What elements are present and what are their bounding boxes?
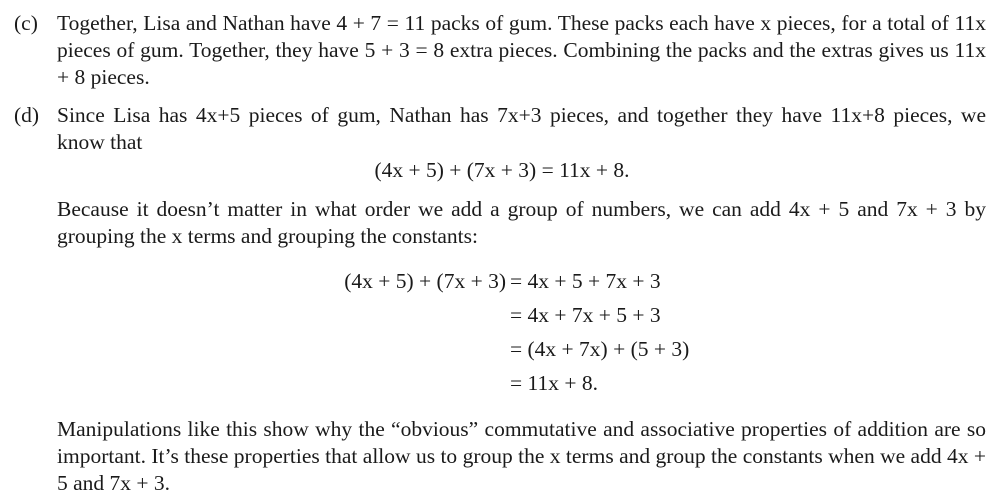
part-d-marker: (d) — [14, 103, 40, 127]
part-c-text: Together, Lisa and Nathan have 4 + 7 = 11 packs of gum. These packs each have x pieces, for a total of 11x pieces of gum. Together, they have 5 + 3 = 8 extra pieces. Combining the packs and the extras gives us 11x + 8 pieces. — [57, 11, 986, 89]
aligned-step: = (4x + 7x) + (5 + 3) — [510, 337, 690, 361]
aligned-step: = 11x + 8. — [510, 371, 598, 395]
closing-paragraph: Manipulations like this show why the “obvious” commutative and associative properties of addition are so important. It’s these properties that allow us to group the x terms and group the constants when we add 4x + 5 and 7x + 3. — [57, 417, 986, 495]
aligned-row — [0, 370, 1004, 404]
solution-part-c — [14, 10, 986, 91]
aligned-step: = 4x + 7x + 5 + 3 — [510, 303, 661, 327]
commutative-paragraph: Because it doesn’t matter in what order we add a group of numbers, we can add 4x + 5 and 7x + 3 by grouping the x terms and grouping the constants: — [57, 197, 986, 248]
aligned-step: = 4x + 5 + 7x + 3 — [510, 269, 661, 293]
aligned-row — [0, 336, 1004, 370]
aligned-row — [0, 302, 1004, 336]
part-d-intro: Since Lisa has 4x+5 pieces of gum, Nathan has 7x+3 pieces, and together they have 11x+8 pieces, we know that — [57, 103, 986, 154]
part-c-marker: (c) — [14, 11, 38, 35]
solution-part-d — [14, 102, 986, 156]
aligned-row — [0, 268, 1004, 302]
display-equation: (4x + 5) + (7x + 3) = 11x + 8. — [374, 158, 630, 182]
aligned-lhs: (4x + 5) + (7x + 3) — [344, 269, 506, 293]
